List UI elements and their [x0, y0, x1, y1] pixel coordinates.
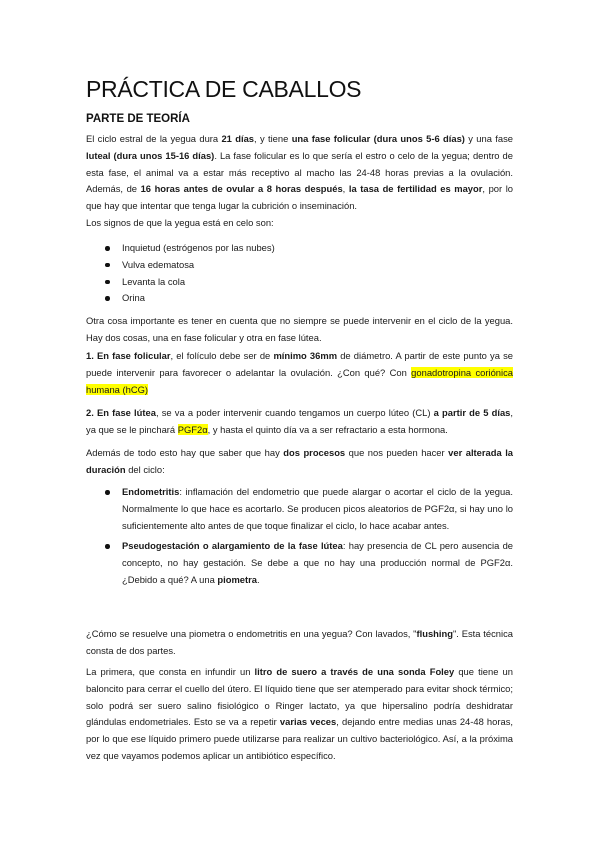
processes-list [86, 484, 513, 589]
list-item: Orina [86, 290, 513, 307]
list-item: Vulva edematosa [86, 257, 513, 274]
highlight: PGF2α [177, 423, 208, 435]
paragraph-processes-intro: Además de todo esto hay que saber que hay dos procesos que nos pueden hacer ver alterada la duración del ciclo: [86, 447, 514, 475]
list-item: Levanta la cola [86, 274, 513, 291]
paragraph-luteal: 2. En fase lútea, se va a poder intervenir cuando tengamos un cuerpo lúteo (CL) a partir de 5 días, ya que se le pinchará PGF2α, y hasta el quinto día va a ser refractario a esta hormona. [86, 407, 513, 435]
paragraph-first-part: La primera, que consta en infundir un litro de suero a través de una sonda Foley que tiene un baloncito para cerrar el cuello del útero. El líquido tiene que ser atemperado para evitar shock térmico; solo podrá ser suero salino fisiológico o Ringer lactato, ya que hipersalino podría deshidratar glándulas endometriales. Esto se va a repetir varias veces, dejando entre medias unas 24-48 horas, por lo que ese líquido primero puede utilizarse para realizar un cultivo bacteriológico. Así, a la próxima vez que vayamos podemos aplicar un antibiótico específico. [86, 666, 513, 761]
paragraph-signs-intro: Los signos de que la yegua está en celo son: [86, 217, 274, 228]
paragraph-follicular: 1. En fase folicular, el folículo debe ser de mínimo 36mm de diámetro. A partir de este punto ya se puede intervenir para favorecer o adelantar la ovulación. ¿Con qué? Con gonadotropina coriónica humana (hCG) [86, 350, 514, 395]
paragraph-flushing: ¿Cómo se resuelve una piometra o endometritis en una yegua? Con lavados, "flushing". Esta técnica consta de dos partes. [86, 628, 513, 656]
section-heading: PARTE DE TEORÍA [86, 113, 190, 125]
signs-list [86, 240, 513, 307]
list-item: Inquietud (estrógenos por las nubes) [86, 240, 513, 257]
highlight: gonadotropina coriónica humana (hCG) [86, 366, 513, 395]
paragraph-cycle: El ciclo estral de la yegua dura 21 días, y tiene una fase folicular (dura unos 5-6 días) y una fase luteal (dura unos 15-16 días). La fase folicular es lo que sería el estro o celo de la yegua; dentro de esta fase, el animal va a estar más receptivo al macho las 24-48 horas previas a la ovulación. Además, de 16 horas antes de ovular a 8 horas después, la tasa de fertilidad es mayor, por lo que hay que intentar que tenga lugar la cubrición o inseminación. [86, 133, 514, 212]
paragraph-intervention: Otra cosa importante es tener en cuenta que no siempre se puede intervenir en el ciclo de la yegua. Hay dos cosas, una en fase folicular y otra en fase lútea. [86, 315, 513, 343]
page-title: PRÁCTICA DE CABALLOS [86, 76, 362, 102]
list-item: Endometritis: inflamación del endometrio que puede alargar o acortar el ciclo de la yegua. Normalmente lo que hace es acortarlo. Se producen picos aleatorios de PGF2α, si hay uno lo suficientemente alto antes de que toque finalizar el ciclo, lo hace acabar antes. [86, 484, 513, 534]
list-item: Pseudogestación o alargamiento de la fase lútea: hay presencia de CL pero ausencia de concepto, no hay gestación. Se debe a que no hay una producción normal de PGF2α. ¿Debido a qué? A una piometra. [86, 538, 513, 588]
